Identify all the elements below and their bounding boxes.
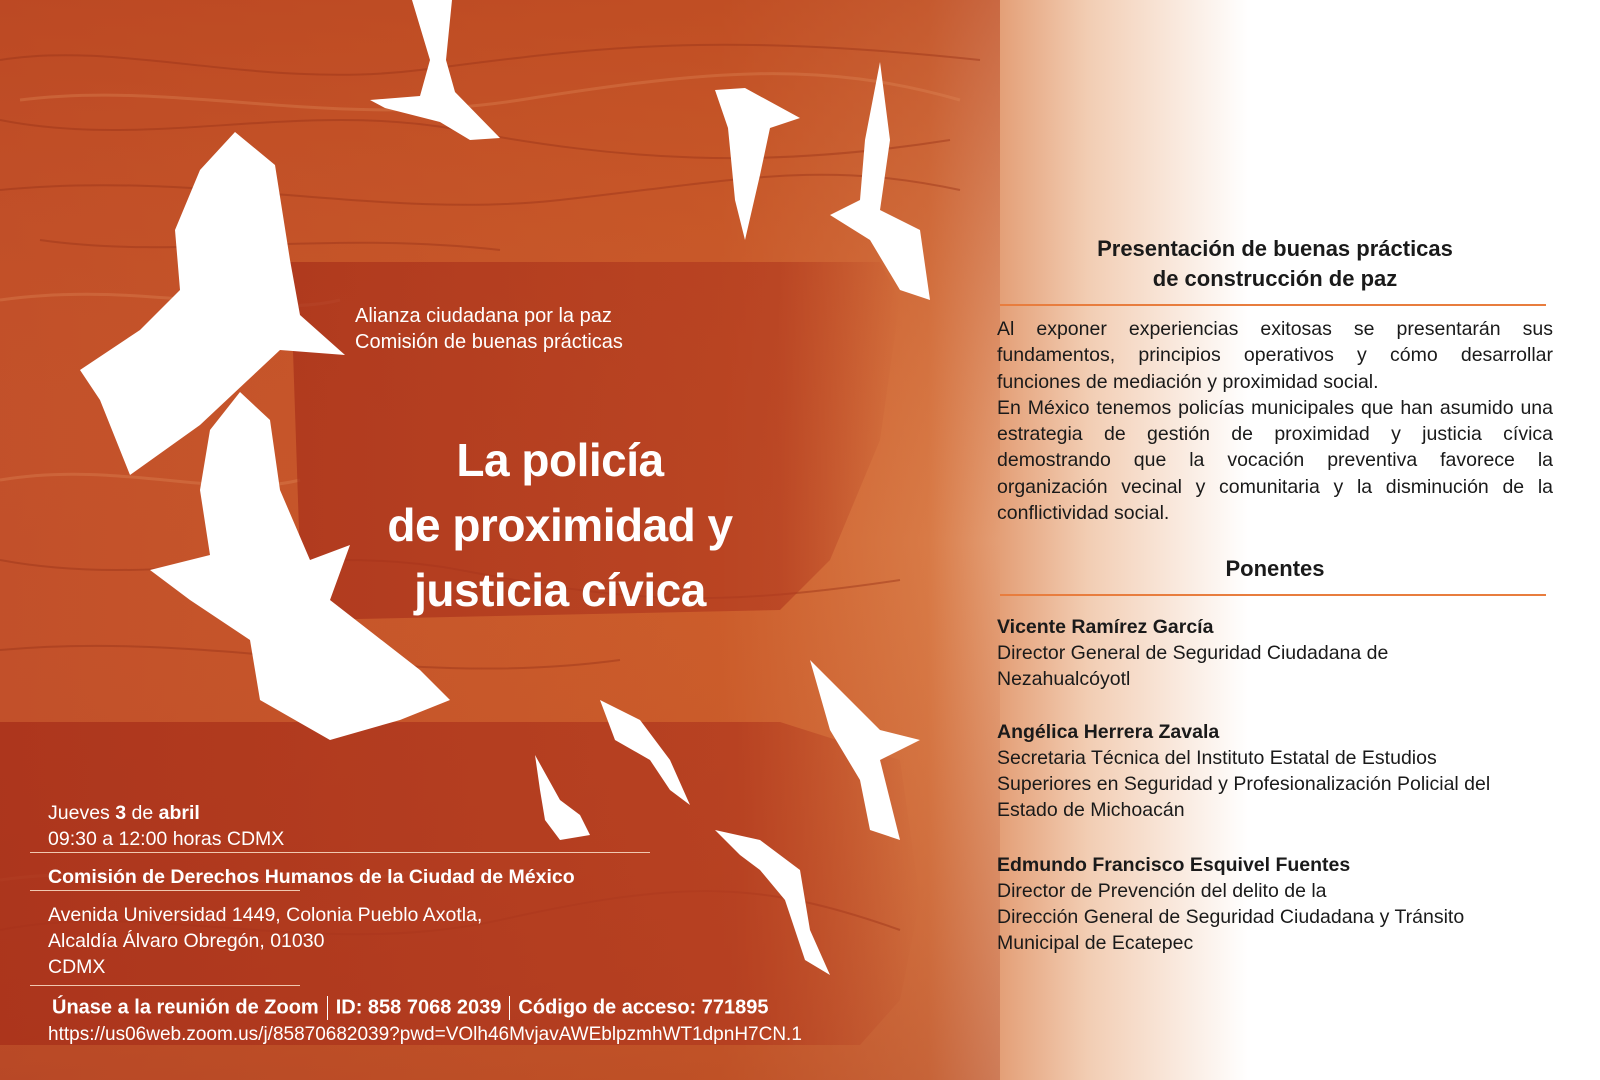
organizers [355, 303, 623, 355]
divider [30, 852, 650, 853]
speaker-name: Edmundo Francisco Esquivel Fuentes [997, 854, 1351, 876]
title-line: La policía [456, 434, 664, 486]
title-line: justicia cívica [414, 564, 706, 616]
speakers-heading: Ponentes [1225, 556, 1325, 581]
separator [509, 996, 510, 1020]
zoom-access-code: Código de acceso: 771895 [518, 996, 769, 1019]
speaker-role-line: Dirección General de Seguridad Ciudadana y Tránsito [997, 906, 1465, 928]
accent-divider [1000, 304, 1546, 306]
address-line: Avenida Universidad 1449, Colonia Pueblo Axotla, [48, 904, 483, 926]
title-line: de proximidad y [387, 499, 733, 551]
speaker-role-line: Superiores en Seguridad y Profesionalización Policial del [997, 773, 1491, 795]
divider [30, 890, 300, 891]
event-time: 09:30 a 12:00 horas CDMX [48, 828, 285, 850]
speaker-name: Angélica Herrera Zavala [997, 721, 1220, 743]
zoom-meeting-id: ID: 858 7068 2039 [335, 996, 502, 1019]
event-date [48, 800, 575, 826]
speaker-role-line: Nezahualcóyotl [997, 668, 1131, 690]
zoom-join-label: Únase a la reunión de Zoom [52, 996, 319, 1019]
date-month: abril [158, 802, 200, 824]
accent-divider [1000, 594, 1546, 596]
date-mid: de [126, 802, 159, 824]
separator [327, 996, 328, 1020]
description [997, 316, 1553, 526]
event-title [300, 428, 820, 623]
heading-line: de construcción de paz [1152, 266, 1398, 291]
zoom-info [52, 996, 769, 1020]
address-line: CDMX [48, 956, 106, 978]
speaker [997, 614, 1553, 692]
date-day: 3 [115, 802, 127, 824]
zoom-link[interactable]: https://us06web.zoom.us/j/85870682039?pwd=VOlh46MvjavAWEblpzmhWT1dpnH7CN.1 [48, 1024, 802, 1045]
organizer-line: Alianza ciudadana por la paz [355, 305, 612, 327]
organizer-line: Comisión de buenas prácticas [355, 331, 623, 353]
description-paragraph: En México tenemos policías municipales que han asumido una estrategia de gestión de proximidad y justicia cívica demostrando que la vocación preventiva favorece la organización vecinal y comunitaria y la disminución de la conflictividad social. [997, 396, 1553, 525]
heading-line: Presentación de buenas prácticas [1097, 236, 1453, 261]
date-prefix: Jueves [48, 802, 116, 824]
speaker-name: Vicente Ramírez García [997, 616, 1214, 638]
divider [30, 985, 300, 986]
speaker-role-line: Estado de Michoacán [997, 799, 1185, 821]
address-line: Alcaldía Álvaro Obregón, 01030 [48, 930, 325, 952]
presentation-heading [997, 234, 1553, 294]
speaker [997, 719, 1553, 823]
speaker [997, 852, 1553, 956]
speaker-role-line: Director de Prevención del delito de la [997, 880, 1327, 902]
description-paragraph: Al exponer experiencias exitosas se presentarán sus fundamentos, principios operativos y cómo desarrollar funciones de mediación y proximidad social. [997, 318, 1553, 393]
event-venue: Comisión de Derechos Humanos de la Ciudad de México [48, 866, 575, 888]
speaker-role-line: Secretaria Técnica del Instituto Estatal de Estudios [997, 747, 1437, 769]
speaker-role-line: Municipal de Ecatepec [997, 932, 1194, 954]
speaker-role-line: Director General de Seguridad Ciudadana de [997, 642, 1389, 664]
